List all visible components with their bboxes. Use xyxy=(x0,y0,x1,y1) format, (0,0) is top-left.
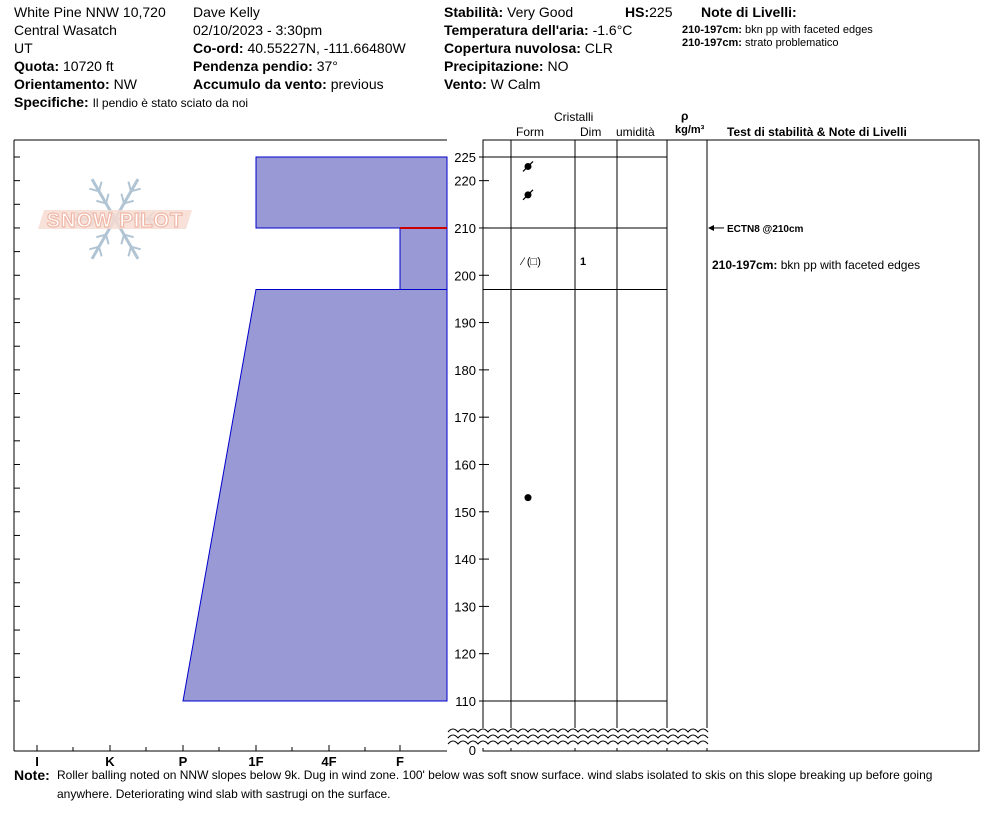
stability-value: Very Good xyxy=(507,4,574,20)
aspect-label: Orientamento: xyxy=(14,76,110,92)
wind-load-value: previous xyxy=(330,76,384,92)
height-label-0: 0 xyxy=(468,743,476,758)
stability-layer-note xyxy=(712,258,920,272)
hs-value: 225 xyxy=(649,4,673,20)
snowflake-branch xyxy=(106,194,109,204)
moisture-header: umidità xyxy=(616,125,655,139)
observer: Dave Kelly xyxy=(193,4,260,20)
wind-value: W Calm xyxy=(490,76,541,92)
density-unit-header: kg/m³ xyxy=(675,124,705,136)
notes-line-2: anywhere. Deteriorating wind slab with sastrugi on the surface. xyxy=(57,787,391,801)
height-label-190: 190 xyxy=(454,315,476,331)
notes-label: Note: xyxy=(14,767,50,783)
height-label-130: 130 xyxy=(454,599,476,615)
snowflake-branch xyxy=(121,194,124,204)
stability-label: Stabilità: xyxy=(444,4,504,20)
height-label-140: 140 xyxy=(454,552,476,568)
precip-value: NO xyxy=(547,58,569,74)
snow-layer-3 xyxy=(183,289,447,701)
slope-value: 37° xyxy=(316,58,338,74)
slope-label: Pendenza pendio: xyxy=(193,58,313,74)
x-tick-label-4f: 4F xyxy=(321,754,337,769)
wind-label: Vento: xyxy=(444,76,487,92)
height-label-160: 160 xyxy=(454,457,476,473)
snowflake-branch xyxy=(99,247,102,257)
height-label-200: 200 xyxy=(454,268,476,284)
coord-label: Co-ord: xyxy=(193,40,244,56)
specifics-value: Il pendio è stato sciato da noi xyxy=(92,96,249,110)
datetime: 02/10/2023 - 3:30pm xyxy=(193,22,323,38)
form-header: Form xyxy=(516,125,544,139)
height-label-220: 220 xyxy=(454,173,476,189)
snow-layer-1 xyxy=(256,157,447,228)
layer-note-range: 210-197cm: xyxy=(712,258,781,273)
air-temp-label: Temperatura dell'aria: xyxy=(444,22,589,38)
layer-note-text: bkn pp with faceted edges xyxy=(780,258,921,273)
precip-label: Precipitazione: xyxy=(444,58,544,74)
snowflake-branch xyxy=(106,235,109,245)
aspect-value: NW xyxy=(113,76,137,92)
sky-value: CLR xyxy=(584,40,613,56)
snowflake-branch xyxy=(128,182,131,192)
site-name: White Pine NNW 10,720 xyxy=(14,4,166,20)
snowflake-branch xyxy=(128,247,131,257)
layer-notes-title: Note di Livelli: xyxy=(701,4,797,20)
layer-note-2-text: strato problematico xyxy=(745,37,839,49)
layer-note-1-text: bkn pp with faceted edges xyxy=(745,24,873,36)
air-temp-value: -1.6°C xyxy=(592,22,633,38)
size-header: Dim xyxy=(580,125,602,139)
height-label-180: 180 xyxy=(454,362,476,378)
grain-size-value: 1 xyxy=(580,256,587,269)
hs-label: HS: xyxy=(625,4,650,20)
grain-form-rounds xyxy=(525,494,532,501)
rho-header: ρ xyxy=(681,109,689,123)
snowflake-branch xyxy=(99,182,102,192)
snowflake-branch xyxy=(121,235,124,245)
layer-note-1-range: 210-197cm: xyxy=(682,24,742,36)
elevation-label: Quota: xyxy=(14,58,60,74)
x-tick-label-i: I xyxy=(35,754,39,769)
x-tick-label-1f: 1F xyxy=(248,754,264,769)
wind-load-label: Accumulo da vento: xyxy=(193,76,327,92)
stability-test-label: ECTN8 @210cm xyxy=(727,223,804,235)
x-tick-label-p: P xyxy=(178,754,188,769)
height-label-225: 225 xyxy=(454,150,476,165)
sky-label: Copertura nuvolosa: xyxy=(444,40,581,56)
height-label-150: 150 xyxy=(454,504,476,520)
elevation-value: 10720 ft xyxy=(63,58,114,74)
x-tick-label-f: F xyxy=(396,754,404,769)
height-label-110: 110 xyxy=(455,694,476,709)
grain-form-faceted-symbol: ⁄ (□) xyxy=(522,256,541,269)
snow-layer-2 xyxy=(400,228,447,289)
layer-note-2-range: 210-197cm: xyxy=(682,37,742,49)
state: UT xyxy=(14,40,33,56)
height-label-210: 210 xyxy=(454,220,476,236)
height-label-170: 170 xyxy=(454,410,476,426)
logo-text: SNOW PILOT xyxy=(46,210,184,232)
height-label-120: 120 xyxy=(454,646,476,662)
coord-value: 40.55227N, -111.66480W xyxy=(247,40,406,56)
specifics-label: Specifiche: xyxy=(14,94,89,110)
snowpilot-logo xyxy=(38,179,192,259)
stability-test-arrow-head xyxy=(708,225,714,231)
stability-notes-header: Test di stabilità & Note di Livelli xyxy=(727,125,907,139)
notes-line-1: Roller balling noted on NNW slopes below 9k. Dug in wind zone. 100' below was soft snow surface. wind slabs isolated to skis on this slope breaking up before going xyxy=(57,768,933,782)
mountain-range: Central Wasatch xyxy=(14,22,117,38)
x-tick-label-k: K xyxy=(105,754,115,769)
crystals-header: Cristalli xyxy=(554,110,594,124)
